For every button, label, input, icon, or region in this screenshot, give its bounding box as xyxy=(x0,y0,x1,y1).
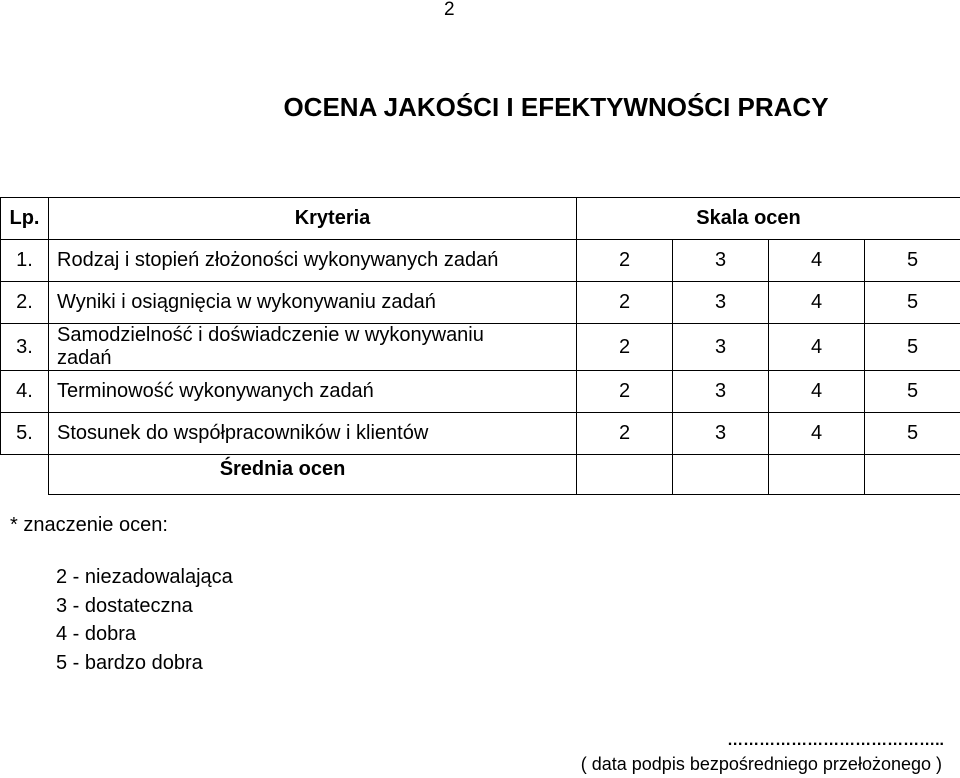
average-spacer xyxy=(1,455,49,495)
table-row xyxy=(1,282,960,324)
score-option[interactable]: 2 xyxy=(577,371,673,413)
score-option[interactable]: 5 xyxy=(865,240,960,282)
document-title: OCENA JAKOŚCI I EFEKTYWNOŚCI PRACY xyxy=(283,92,829,122)
score-option[interactable]: 4 xyxy=(769,240,865,282)
legend-item: 4 - dobra xyxy=(56,623,137,645)
score-option[interactable]: 5 xyxy=(865,371,960,413)
evaluation-table xyxy=(0,197,960,495)
row-number: 2. xyxy=(1,282,49,324)
page-number: 2 xyxy=(444,0,455,20)
criterion-label: Wyniki i osiągnięcia w wykonywaniu zadań xyxy=(49,282,577,324)
row-number: 3. xyxy=(1,324,49,371)
score-option[interactable]: 4 xyxy=(769,324,865,371)
score-option[interactable]: 3 xyxy=(673,371,769,413)
criterion-label: Terminowość wykonywanych zadań xyxy=(49,371,577,413)
signature-caption: ( data podpis bezpośredniego przełożonego ) xyxy=(580,754,942,774)
header-scale: Skala ocen xyxy=(577,198,960,240)
header-lp: Lp. xyxy=(1,198,49,240)
table-row xyxy=(1,240,960,282)
criterion-label: Stosunek do współpracowników i klientów xyxy=(49,413,577,455)
legend-list xyxy=(56,563,233,677)
legend-heading: * znaczenie ocen: xyxy=(10,514,168,536)
legend-item: 3 - dostateczna xyxy=(56,594,193,617)
score-option[interactable]: 2 xyxy=(577,413,673,455)
average-cell[interactable] xyxy=(577,455,673,495)
row-number: 1. xyxy=(1,240,49,282)
criterion-label: Samodzielność i doświadczenie w wykonywaniu zadań xyxy=(49,324,577,371)
score-option[interactable]: 5 xyxy=(865,282,960,324)
criterion-label: Rodzaj i stopień złożoności wykonywanych zadań xyxy=(49,240,577,282)
table-row xyxy=(1,324,960,371)
legend-item: 2 - niezadowalająca xyxy=(56,566,233,588)
score-option[interactable]: 3 xyxy=(673,282,769,324)
table-row xyxy=(1,371,960,413)
score-option[interactable]: 3 xyxy=(673,324,769,371)
average-cell[interactable] xyxy=(769,455,865,495)
score-option[interactable]: 4 xyxy=(769,282,865,324)
score-option[interactable]: 2 xyxy=(577,240,673,282)
score-option[interactable]: 4 xyxy=(769,371,865,413)
score-option[interactable]: 3 xyxy=(673,240,769,282)
average-cell[interactable] xyxy=(865,455,960,495)
score-option[interactable]: 4 xyxy=(769,413,865,455)
score-option[interactable]: 5 xyxy=(865,413,960,455)
signature-line: ………………………………….. xyxy=(727,732,944,749)
average-label: Średnia ocen xyxy=(49,455,577,495)
legend-item: 5 - bardzo dobra xyxy=(56,651,203,674)
table-header-row xyxy=(1,198,960,240)
row-number: 5. xyxy=(1,413,49,455)
score-option[interactable]: 5 xyxy=(865,324,960,371)
score-option[interactable]: 2 xyxy=(577,282,673,324)
average-row xyxy=(1,455,960,495)
average-cell[interactable] xyxy=(673,455,769,495)
score-option[interactable]: 2 xyxy=(577,324,673,371)
score-option[interactable]: 3 xyxy=(673,413,769,455)
header-criteria: Kryteria xyxy=(49,198,577,240)
row-number: 4. xyxy=(1,371,49,413)
table-row xyxy=(1,413,960,455)
